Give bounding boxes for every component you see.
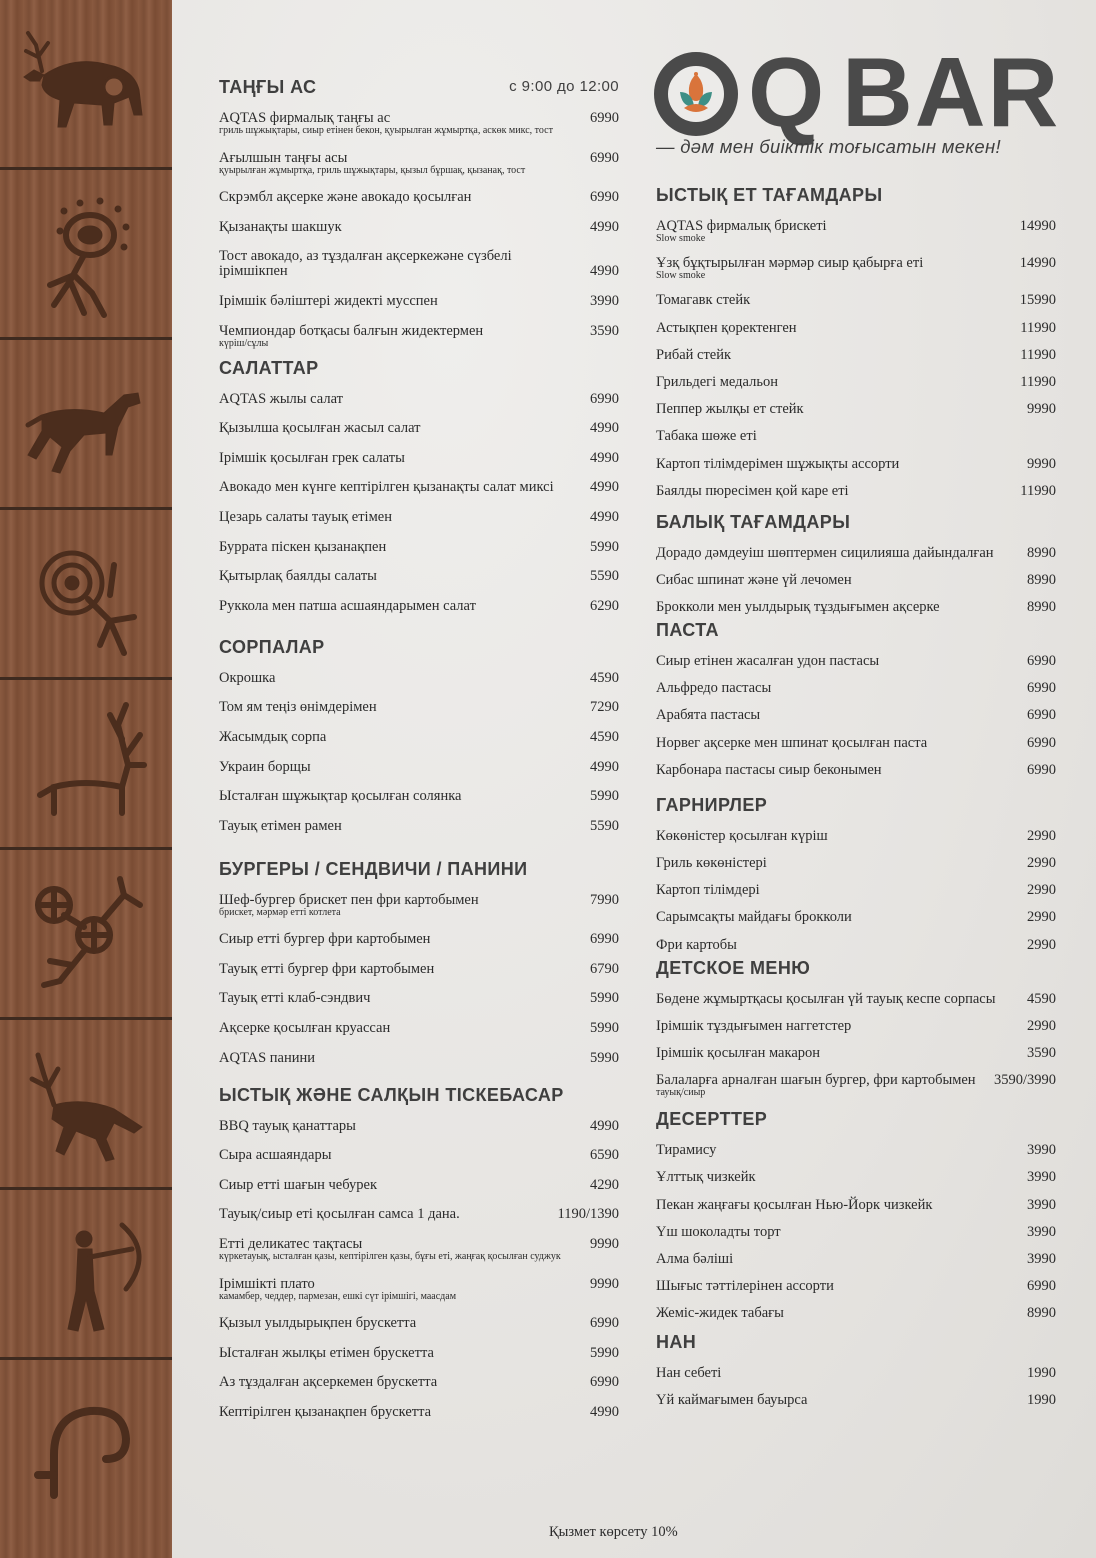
menu-item <box>656 763 1056 778</box>
sun-figure-petroglyph-icon <box>14 185 158 325</box>
menu-item-description: гриль шұжықтары, сиыр етінен бекон, қуырылған жұмыртқа, аскөк микс, тост <box>219 125 553 136</box>
menu-item-price: 4990 <box>590 449 619 466</box>
petroglyph-panel <box>0 170 172 340</box>
menu-item-name: Грильдегі медальон <box>656 373 778 390</box>
menu-item-price: 6990 <box>590 931 619 948</box>
petroglyph-panel <box>0 340 172 510</box>
menu-item <box>219 1051 619 1066</box>
menu-item-name: Ірімшік бәліштері жидекті мусспен <box>219 292 438 309</box>
section-heading <box>219 634 619 660</box>
menu-item-name: Астықпен қоректенген <box>656 319 797 336</box>
menu-item-name: Ысталған жылқы етімен брускетта <box>219 1344 434 1361</box>
menu-item-name: Нан себеті <box>656 1365 722 1382</box>
menu-item-name: Тост авокадо, аз тұздалған ақсеркежәне сүзбелі ірімшікпен <box>219 248 512 280</box>
menu-item-price: 6290 <box>590 597 619 614</box>
menu-item-name: Дорадо дәмдеуіш шөптермен сицилияша дайындалған <box>656 544 994 561</box>
menu-item-price: 5990 <box>590 538 619 555</box>
menu-item <box>656 829 1056 844</box>
menu-item-name: Сибас шпинат және үй лечомен <box>656 571 852 588</box>
menu-item-name: Томагавк стейк <box>656 292 751 309</box>
menu-item-name: Брокколи мен уылдырық тұздығымен ақсерке <box>656 599 940 616</box>
petroglyph-panel <box>0 510 172 680</box>
menu-item-price: 4590 <box>1027 990 1056 1007</box>
menu-item <box>219 1178 619 1193</box>
section-hours: с 9:00 до 12:00 <box>509 78 619 95</box>
menu-item-price: 4990 <box>590 218 619 235</box>
section-title: БУРГЕРЫ / СЕНДВИЧИ / ПАНИНИ <box>219 858 528 879</box>
menu-item-price: 4990 <box>590 420 619 437</box>
menu-item-name: Руккола мен патша асшаяндарымен салат <box>219 597 476 614</box>
menu-item <box>219 991 619 1006</box>
menu-item-name: Ірімшік тұздығымен наггетстер <box>656 1017 852 1034</box>
menu-column-left <box>219 74 619 1420</box>
menu-item-name: Қызыл уылдырықпен брускетта <box>219 1315 417 1332</box>
menu-item-price: 4990 <box>590 758 619 775</box>
menu-item-price: 8990 <box>1027 599 1056 616</box>
logo-letter-q: Q <box>748 37 825 147</box>
petroglyph-panel <box>0 1190 172 1360</box>
menu-item-price: 3990 <box>1027 1142 1056 1159</box>
menu-item <box>656 736 1056 751</box>
menu-item-price: 6990 <box>1027 653 1056 670</box>
menu-item-name: Қызылша қосылған жасыл салат <box>219 420 421 437</box>
menu-item <box>656 938 1056 953</box>
leaf-bouquet-icon <box>672 70 720 118</box>
petroglyph-panel <box>0 680 172 850</box>
section-title: ТАҢҒЫ АС <box>219 77 317 97</box>
menu-item-name: Цезарь салаты тауық етімен <box>219 508 392 525</box>
menu-item <box>219 730 619 745</box>
menu-item-name: Тауық етті клаб-сэндвич <box>219 990 371 1007</box>
section-heading <box>219 1082 619 1108</box>
menu-item-price: 2990 <box>1027 936 1056 953</box>
menu-item-description: қуырылған жұмыртқа, гриль шұжықтары, қызыл бұршақ, қызанақ, тост <box>219 164 526 176</box>
menu-item <box>219 190 619 205</box>
menu-item-price: 6990 <box>1027 734 1056 751</box>
menu-item-description: камамбер, чеддер, пармезан, ешкі сүт ірімшігі, маасдам <box>219 1290 457 1302</box>
menu-item-name: Ысталған шұжықтар қосылған солянка <box>219 788 462 805</box>
menu-item <box>219 294 619 309</box>
menu-item <box>219 1405 619 1420</box>
menu-item <box>219 1375 619 1390</box>
menu-item <box>656 910 1056 925</box>
menu-item <box>656 321 1056 336</box>
menu-item <box>656 402 1056 417</box>
menu-item-price: 11990 <box>1020 482 1056 499</box>
menu-item <box>219 151 619 176</box>
menu-item-price: 9990 <box>590 1275 619 1292</box>
menu-item-price: 6990 <box>1027 680 1056 697</box>
menu-item-name: AQTAS панини <box>219 1049 316 1066</box>
running-deer-petroglyph-icon <box>14 1035 158 1175</box>
menu-item <box>219 249 619 279</box>
menu-item <box>219 599 619 614</box>
menu-item-price: 3590/3990 <box>993 1072 1056 1089</box>
menu-item <box>656 1073 1056 1098</box>
menu-item-price: 4290 <box>590 1176 619 1193</box>
menu-item-name: Шығыс тәттілерінен ассорти <box>656 1278 834 1295</box>
menu-item-name: Сиыр етті шағын чебурек <box>219 1176 378 1193</box>
section-heading <box>656 955 1056 981</box>
menu-item-name: Ірімшік қосылған макарон <box>656 1044 821 1061</box>
section-heading <box>656 792 1056 818</box>
menu-item-price: 5590 <box>590 568 619 585</box>
section-title: БАЛЫҚ ТАҒАМДАРЫ <box>656 511 851 532</box>
section-heading <box>656 1329 1056 1355</box>
menu-item-price: 14990 <box>1019 218 1056 234</box>
section-title: ЫСТЫҚ ЖӘНЕ САЛҚЫН ТІСКЕБАСАР <box>219 1084 564 1105</box>
menu-item <box>219 421 619 436</box>
menu-item-name: Тирамису <box>656 1142 717 1159</box>
logo-bar-text: BAR <box>842 37 1061 147</box>
section-heading <box>219 355 619 381</box>
menu-item <box>219 480 619 495</box>
menu-item <box>656 457 1056 472</box>
menu-item <box>219 893 619 918</box>
menu-item-name: Ірімшік қосылған грек салаты <box>219 449 405 466</box>
menu-item <box>219 540 619 555</box>
menu-item-price: 6990 <box>590 390 619 407</box>
menu-item-price: 6990 <box>1027 707 1056 724</box>
menu-item-price: 2990 <box>1027 1017 1056 1034</box>
menu-item-price: 6990 <box>1027 1278 1056 1295</box>
menu-item <box>219 1148 619 1163</box>
menu-item <box>656 883 1056 898</box>
menu-item-name: Үй каймағымен бауырса <box>656 1392 808 1409</box>
menu-item-description: тауық/сиыр <box>656 1087 706 1099</box>
menu-item-price: 3990 <box>1027 1196 1056 1213</box>
menu-item <box>219 671 619 686</box>
ibex-horns-petroglyph-icon <box>14 1375 158 1515</box>
menu-item <box>656 1306 1056 1321</box>
menu-item-price: 5990 <box>590 1020 619 1037</box>
menu-item <box>219 1021 619 1036</box>
menu-item-name: Балаларға арналған шағын бургер, фри картобымен <box>656 1072 976 1089</box>
menu-item <box>656 1046 1056 1061</box>
section-heading <box>656 617 1056 643</box>
menu-item <box>219 220 619 235</box>
deer-antlers-petroglyph-icon <box>14 695 158 835</box>
menu-item-name: Гриль көкөністері <box>656 855 767 871</box>
menu-item-name: Сарымсақты майдағы брокколи <box>656 909 852 926</box>
menu-item-name: Том ям теңіз өнімдерімен <box>219 699 377 716</box>
menu-item-name: Алма бәліші <box>656 1250 734 1267</box>
spiral-figure-petroglyph-icon <box>14 525 158 665</box>
menu-item <box>656 1198 1056 1213</box>
section-title: СОРПАЛАР <box>219 636 325 657</box>
menu-item <box>219 819 619 834</box>
menu-item-price: 9990 <box>1027 401 1056 418</box>
menu-item-price: 6990 <box>590 189 619 206</box>
menu-item <box>656 1393 1056 1408</box>
archer-petroglyph-icon <box>14 1205 158 1345</box>
service-charge-note: Қызмет көрсету 10% <box>549 1524 678 1540</box>
menu-item <box>219 1119 619 1134</box>
menu-item-name: Норвег ақсерке мен шпинат қосылған паста <box>656 734 928 751</box>
section-title: ГАРНИРЛЕР <box>656 794 768 815</box>
menu-item <box>656 1143 1056 1158</box>
menu-item <box>656 429 1056 444</box>
menu-item-name: Пекан жаңғағы қосылған Нью-Йорк чизкейк <box>656 1196 933 1213</box>
menu-item-price: 8990 <box>1027 544 1056 561</box>
menu-item-name: Картоп тілімдері <box>656 882 760 899</box>
menu-item-description: Slow smoke <box>656 233 706 244</box>
menu-item <box>219 324 619 349</box>
menu-item-name: Етті деликатес тақтасы <box>219 1236 363 1253</box>
menu-item <box>656 1019 1056 1034</box>
menu-item-price: 8990 <box>1027 1305 1056 1322</box>
menu-item <box>656 708 1056 723</box>
menu-item <box>219 1277 619 1302</box>
menu-item-name: Сиыр етінен жасалған удон пастасы <box>656 653 880 670</box>
section-title: ДЕСЕРТТЕР <box>656 1109 768 1130</box>
menu-item <box>219 111 619 136</box>
menu-item <box>656 1366 1056 1381</box>
menu-item-name: AQTAS фирмалық таңғы ас <box>219 110 391 126</box>
menu-item-price: 2990 <box>1027 909 1056 926</box>
horse-petroglyph-icon <box>14 355 158 495</box>
menu-item-name: Фри картобы <box>656 936 737 953</box>
menu-item-name: Аз тұздалған ақсеркемен брускетта <box>219 1374 438 1391</box>
menu-item-name: Көкөністер қосылған күріш <box>656 827 828 844</box>
section-title: ДЕТСКОЕ МЕНЮ <box>656 957 811 978</box>
section-title: НАН <box>656 1332 697 1353</box>
menu-item-name: Баялды пюресімен қой каре еті <box>656 482 849 499</box>
section-title: ЫСТЫҚ ЕТ ТАҒАМДАРЫ <box>656 185 883 205</box>
menu-item <box>219 789 619 804</box>
menu-item-description: күріш/сұлы <box>219 337 269 349</box>
menu-item <box>219 700 619 715</box>
menu-item-price: 4990 <box>590 1117 619 1134</box>
brand-tagline: — дәм мен биіктік тоғысатын мекен! <box>656 136 1001 157</box>
menu-item <box>656 484 1056 499</box>
menu-item-price: 1190/1390 <box>557 1206 619 1223</box>
menu-item-price: 3990 <box>590 292 619 309</box>
menu-item-price: 4990 <box>590 263 619 280</box>
section-heading <box>656 182 1056 208</box>
menu-item-price: 7290 <box>590 699 619 716</box>
menu-item-price: 6990 <box>590 1315 619 1332</box>
menu-item-name: Үш шоколадты торт <box>656 1223 781 1240</box>
menu-item-price: 5990 <box>590 1344 619 1361</box>
menu-item <box>219 392 619 407</box>
menu-item-description: күркетауық, ысталған қазы, кептірілген қазы, бұғы еті, жаңғақ қосылған суджук <box>219 1251 561 1263</box>
menu-item-name: Тауық/сиыр еті қосылған самса 1 дана. <box>219 1206 460 1223</box>
menu-item <box>656 1170 1056 1185</box>
menu-item-price: 6990 <box>590 110 619 126</box>
section-heading <box>219 856 619 882</box>
menu-item-name: Сиыр етті бургер фри картобымен <box>219 931 431 948</box>
menu-item-price: 6990 <box>590 1374 619 1391</box>
menu-item-price: 4990 <box>590 1404 619 1420</box>
menu-item-price: 1990 <box>1027 1392 1056 1409</box>
menu-item-description: брискет, мәрмәр етті котлета <box>219 906 341 918</box>
menu-item-name: Жасымдық сорпа <box>219 728 327 745</box>
menu-item <box>656 573 1056 588</box>
menu-item-price: 8990 <box>1027 571 1056 588</box>
menu-item-name: Бөдене жұмыртқасы қосылған үй тауық кеспе сорпасы <box>656 990 996 1007</box>
menu-item <box>656 992 1056 1007</box>
menu-item-price: 9990 <box>590 1236 619 1253</box>
menu-item-name: Картоп тілімдерімен шұжықты ассорти <box>656 455 900 472</box>
menu-item-name: Авокадо мен күнге кептірілген қызанақты салат миксі <box>219 479 554 496</box>
menu-item-name: Қызанақты шакшук <box>219 218 342 235</box>
menu-item-price: 1990 <box>1027 1365 1056 1382</box>
menu-item-name: Альфредо пастасы <box>656 680 772 697</box>
petroglyph-panel <box>0 1020 172 1190</box>
menu-item-price: 5990 <box>590 990 619 1007</box>
menu-item-price: 3590 <box>590 322 619 339</box>
menu-item-name: Кептірілген қызанақпен брускетта <box>219 1404 432 1420</box>
petroglyph-panel <box>0 850 172 1020</box>
menu-item <box>219 569 619 584</box>
menu-item <box>219 1237 619 1262</box>
menu-item-price: 11990 <box>1020 319 1056 336</box>
menu-item-name: Ірімшікті плато <box>219 1275 315 1292</box>
menu-item-name: Пеппер жылқы ет стейк <box>656 401 804 418</box>
petroglyph-strip <box>0 0 172 1558</box>
elk-petroglyph-icon <box>14 15 158 155</box>
menu-item-name: Шеф-бургер брискет пен фри картобымен <box>219 891 479 908</box>
menu-item <box>656 256 1056 281</box>
menu-item-name: Тауық етімен рамен <box>219 817 342 834</box>
menu-item-description: Slow smoke <box>656 270 706 282</box>
menu-item <box>219 1316 619 1331</box>
menu-item-name: Тауық етті бургер фри картобымен <box>219 960 435 977</box>
menu-item-name: Украин борщы <box>219 758 311 775</box>
menu-item-name: Ұзқ бұқтырылған мәрмәр сиыр қабырға еті <box>656 255 924 272</box>
menu-item-price: 3990 <box>1027 1223 1056 1240</box>
menu-item-name: Буррата піскен қызанақпен <box>219 538 387 555</box>
menu-item-name: Сыра асшаяндары <box>219 1147 332 1164</box>
menu-item-price: 9990 <box>1027 455 1056 472</box>
menu-item <box>656 856 1056 871</box>
menu-item-price: 3990 <box>1027 1169 1056 1186</box>
menu-item <box>219 760 619 775</box>
section-heading <box>656 509 1056 535</box>
menu-item-price: 11990 <box>1020 346 1056 363</box>
menu-item-price: 6590 <box>590 1147 619 1164</box>
menu-item-price: 6990 <box>590 149 619 166</box>
section-heading <box>219 74 619 100</box>
menu-item <box>656 1252 1056 1267</box>
menu-item <box>219 451 619 466</box>
menu-item <box>219 932 619 947</box>
section-heading <box>656 1106 1056 1132</box>
menu-item-name: Арабята пастасы <box>656 707 761 724</box>
menu-item-name: Табака шөже еті <box>656 428 757 445</box>
menu-item-price: 14990 <box>1019 255 1056 272</box>
menu-item-price: 3590 <box>1027 1044 1056 1061</box>
menu-item-name: AQTAS фирмалық брискеті <box>656 218 827 234</box>
menu-item-name: Ақсерке қосылған круассан <box>219 1020 391 1037</box>
menu-item-price: 7990 <box>590 891 619 908</box>
menu-item-price: 4590 <box>590 669 619 686</box>
menu-item-price: 2990 <box>1027 855 1056 871</box>
menu-item-price: 2990 <box>1027 827 1056 844</box>
menu-item <box>656 681 1056 696</box>
menu-item <box>656 1279 1056 1294</box>
section-title: ПАСТА <box>656 620 719 641</box>
menu-item-name: Рибай стейк <box>656 346 732 363</box>
menu-item-price: 4990 <box>590 479 619 496</box>
petroglyph-panel <box>0 0 172 170</box>
menu-item-name: Ағылшын таңғы асы <box>219 149 348 166</box>
menu-item-price: 2990 <box>1027 882 1056 899</box>
menu-item-name: BBQ тауық қанаттары <box>219 1117 356 1134</box>
menu-item-price: 4590 <box>590 728 619 745</box>
section-title: САЛАТТАР <box>219 357 319 378</box>
menu-item-name: Чемпиондар ботқасы балғын жидектермен <box>219 322 484 339</box>
menu-item-price: 3990 <box>1027 1250 1056 1267</box>
menu-item-price: 6790 <box>590 960 619 977</box>
menu-item <box>219 1207 619 1222</box>
menu-item <box>656 219 1056 244</box>
menu-item <box>656 375 1056 390</box>
menu-item-price: 5990 <box>590 1049 619 1066</box>
menu-item-price: 6990 <box>1027 761 1056 778</box>
menu-item <box>656 654 1056 669</box>
menu-item-name: Окрошка <box>219 669 276 686</box>
menu-item <box>219 510 619 525</box>
menu-item-name: Қытырлақ баялды салаты <box>219 568 377 585</box>
menu-item-price: 4990 <box>590 508 619 525</box>
menu-item-name: Карбонара пастасы сиыр беконымен <box>656 761 882 778</box>
menu-item-price: 5590 <box>590 817 619 834</box>
menu-item <box>656 348 1056 363</box>
menu-item <box>219 962 619 977</box>
menu-item-price: 11990 <box>1020 373 1056 390</box>
menu-item <box>656 546 1056 561</box>
menu-item <box>656 600 1056 615</box>
menu-item <box>656 1225 1056 1240</box>
menu-item-name: Жеміс-жидек табағы <box>656 1305 784 1322</box>
menu-item <box>656 293 1056 308</box>
menu-item-name: AQTAS жылы салат <box>219 390 343 407</box>
menu-item-name: Ұлттық чизкейк <box>656 1169 756 1186</box>
wheel-rider-petroglyph-icon <box>14 865 158 1005</box>
menu-item <box>219 1346 619 1361</box>
menu-item-price: 15990 <box>1019 292 1056 309</box>
menu-column-right <box>656 182 1056 1408</box>
menu-item-name: Скрэмбл ақсерке және авокадо қосылған <box>219 189 472 206</box>
menu-item-price: 5990 <box>590 788 619 805</box>
petroglyph-panel <box>0 1360 172 1558</box>
